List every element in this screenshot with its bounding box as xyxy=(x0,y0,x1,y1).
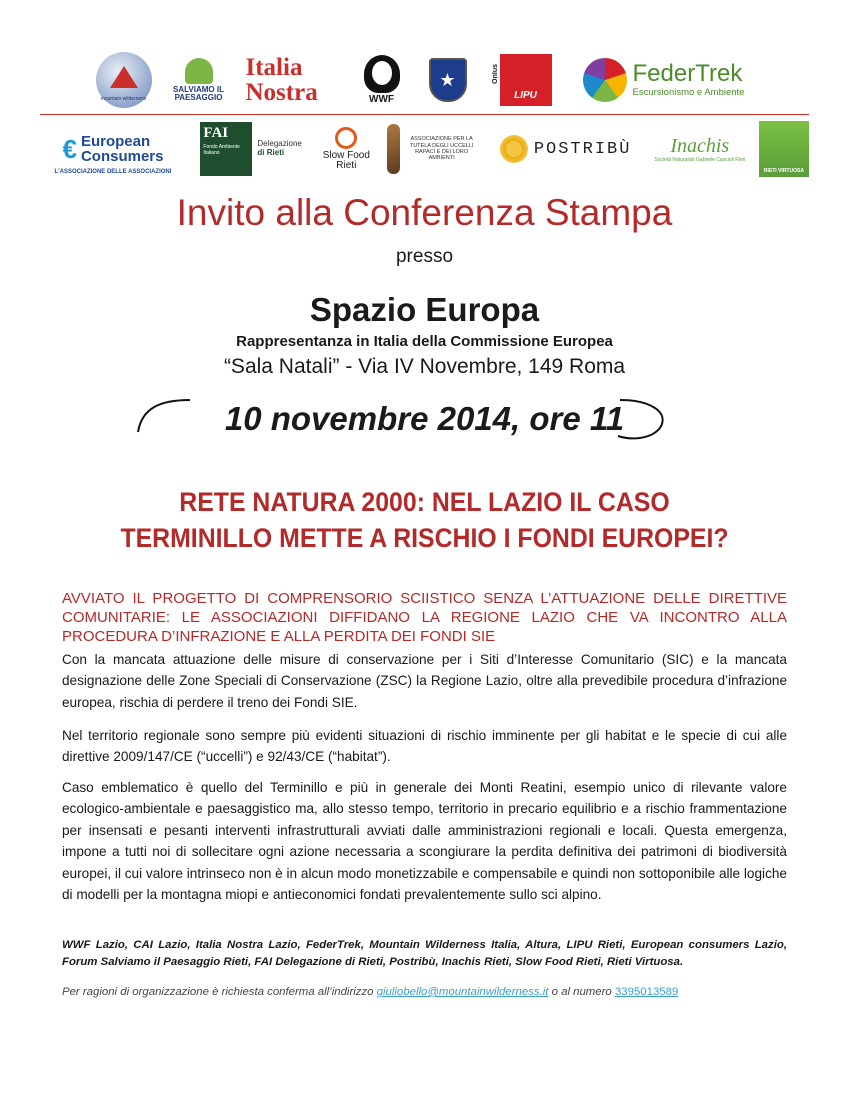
signatories-list: WWF Lazio, CAI Lazio, Italia Nostra Lazio, FederTrek, Mountain Wilderness Italia, Altura, LIPU Rieti, European consumers Lazio, Forum Salviamo il Paesaggio Rieti, FAI Delegazione di Rieti, Postribù, Inachis Rieti, Slow Food Rieti, Rieti Virtuosa. xyxy=(62,939,787,968)
sun-icon xyxy=(500,135,528,163)
body-paragraph: Nel territorio regionale sono sempre più evidenti situazioni di rischio imminente per gli habitat e le specie di cui alle direttive 2009/147/CE (“uccelli”) e 92/43/CE (“habitat”). xyxy=(62,728,787,765)
cai-logo xyxy=(418,50,478,110)
mountain-icon xyxy=(110,66,138,88)
salviamo-paesaggio-logo: SALVIAMO IL PAESAGGIO xyxy=(166,51,232,109)
invitation-title: Invito alla Conferenza Stampa xyxy=(176,192,673,233)
inachis-logo: Inachis Società Naturalisti Gabriele Cascioli Rieti xyxy=(654,134,746,163)
snail-icon xyxy=(335,127,357,149)
european-consumers-logo: € European Consumers L'ASSOCIAZIONE DELLE ASSOCIAZIONI xyxy=(54,133,172,175)
mountain-wilderness-logo: mountain wilderness xyxy=(96,52,152,108)
venue-name: Spazio Europa xyxy=(309,291,540,328)
rsvp-email-link[interactable]: giuliobello@mountainwilderness.it xyxy=(376,986,549,998)
event-date: 10 novembre 2014, ore 11 xyxy=(224,400,625,437)
slow-food-logo: Slow Food Rieti xyxy=(316,120,376,178)
partner-logos-row-2 xyxy=(40,118,809,180)
raptor-icon xyxy=(387,124,399,174)
wwf-logo: WWF xyxy=(360,51,404,109)
heart-icon xyxy=(185,58,213,84)
panda-icon xyxy=(364,55,400,93)
venue-representation: Rappresentanza in Italia della Commissione Europea xyxy=(236,333,613,350)
partner-logos-row-1 xyxy=(40,48,809,112)
press-headline: RETE NATURA 2000: NEL LAZIO IL CASO TERMINILLO METTE A RISCHIO I FONDI EUROPEI? xyxy=(120,487,729,553)
press-subheadline: AVVIATO IL PROGETTO DI COMPRENSORIO SCIISTICO SENZA L’ATTUAZIONE DELLE DIRETTIVE COMUNITARIE: LE ASSOCIAZIONI DIFFIDANO LA REGIONE LAZIO CHE VA INCONTRO ALLA PROCEDURA D’INFRAZIONE E ALLA PERDITA DEI FONDI SIE xyxy=(62,590,787,645)
venue-address: “Sala Natali” - Via IV Novembre, 149 Roma xyxy=(223,355,626,378)
rsvp-phone-link[interactable]: 3395013589 xyxy=(614,986,679,998)
header-divider xyxy=(40,114,809,115)
hoopoe-icon: LIPU xyxy=(500,54,552,106)
rieti-virtuosa-logo: RIETI VIRTUOSA xyxy=(759,121,809,177)
globe-icon xyxy=(583,58,627,102)
euro-icon: € xyxy=(62,133,77,164)
presso-label: presso xyxy=(395,246,454,267)
federtrek-logo: FederTrek Escursionismo e Ambiente xyxy=(574,52,754,108)
rsvp-note: Per ragioni di organizzazione è richiesta conferma all’indirizzo giuliobello@mountainwilderness.it o al numero 3395013589 xyxy=(62,986,679,998)
italia-nostra-logo: Italia Nostra xyxy=(245,54,318,106)
star-shield-icon: ★ xyxy=(429,58,467,102)
altura-logo: ASSOCIAZIONE PER LA TUTELA DEGLI UCCELLI RAPACI E DEI LORO AMBIENTI xyxy=(387,120,479,178)
body-paragraph: Caso emblematico è quello del Terminillo e più in generale dei Monti Reatini, esempio unico di rilevante valore ecologico-ambientale e paesaggistico ma, allo stesso tempo, territorio in precario equilibrio e a rischio frammentazione per insensati e pesanti interventi infrastrutturali avviati dalle amministrazioni regionali e locali. Questa emergenza, impone a tutti noi di sollecitare ogni azione necessaria a scongiurare la perdita definitiva dei patrimoni di biodiversità europei, il cui valore intrinseco non è in alcun modo monetizzabile e compensabile e quindi non sottoponibile alle logiche di modelli per la montagna miopi e antieconomici fondati prevalentemente sullo sci alpino. xyxy=(62,780,787,903)
postribu-logo: POSTRIBÙ xyxy=(491,129,641,169)
lipu-logo: Onlus LIPU xyxy=(492,52,560,108)
fai-logo: FAI Fondo Ambiente Italiano Delegazione di Rieti xyxy=(197,121,305,177)
body-paragraph: Con la mancata attuazione delle misure di conservazione per i Siti d’Interesse Comunitario (SIC) e la mancata designazione delle Zone Speciali di Conservazione (ZSC) la Regione Lazio, oltre alla prevedibile procedura d’infrazione europea, rischia di perdere il treno dei Fondi SIE. xyxy=(62,652,787,710)
